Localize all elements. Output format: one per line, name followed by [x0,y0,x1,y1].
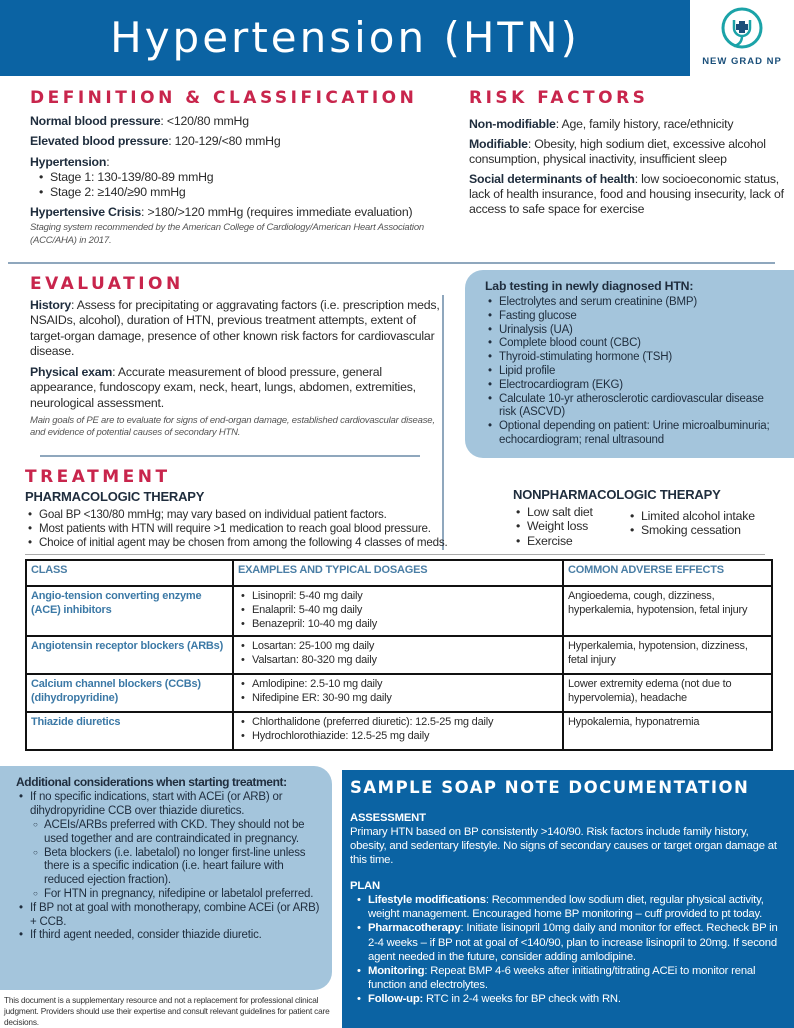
plan-item-label: Lifestyle modifications [368,894,486,907]
page-title: Hypertension (HTN) [110,13,580,62]
lab-item: • Lipid profile [485,365,794,379]
treatment-heading: TREATMENT [25,467,171,487]
additional-subitem: ○ For HTN in pregnancy, nifedipine or labetalol preferred. [30,888,326,902]
plan-item [354,921,786,963]
elevated-label: Elevated blood pressure [30,134,169,149]
lab-testing-box [465,270,794,458]
htn-label: Hypertension [30,155,107,170]
plan-item [354,893,786,921]
adverse-effects-cell: Hypokalemia, hyponatremia [563,712,772,750]
lab-item: • Urinalysis (UA) [485,324,794,338]
staging-note: Staging system recommended by the American College of Cardiology/American Heart Association (ACC/AHA) in 2017. [30,222,425,246]
column-header: COMMON ADVERSE EFFECTS [563,560,772,586]
nonpharm-heading: NONPHARMACOLOGIC THERAPY [513,487,721,502]
table-row [26,586,772,636]
stage-item: • Stage 2: ≥140/≥90 mmHg [36,185,466,200]
soap-note-box [342,770,794,1028]
additional-item [16,791,326,901]
evaluation-heading: EVALUATION [30,274,184,294]
pharm-list [25,508,505,551]
lab-item: • Optional depending on patient: Urine microalbuminuria; echocardiogram; renal ultrasound [485,420,794,448]
plan-list [354,893,786,1006]
pharm-item: • Goal BP <130/80 mmHg; may vary based on individual patient factors. [25,508,505,522]
examples-list [238,678,558,706]
disclaimer: This document is a supplementary resource and not a replacement for professional clinical judgment. Providers should use their expertise and consult relevant guidelines for patient care decisions. [4,995,330,1027]
class-cell: Angiotensin receptor blockers (ARBs) [26,636,233,674]
definition-section [30,88,466,247]
sdoh-value: : low socioeconomic status, lack of health insurance, food and housing insecurity, lack of access to safe space for exercise [469,172,784,217]
additional-heading: Additional considerations when starting treatment: [16,775,287,789]
medication-table [25,559,773,751]
evaluation-section [30,274,440,440]
examples-list [238,640,558,668]
plan-item-label: Pharmacotherapy [368,922,461,935]
lab-item: • Calculate 10-yr atherosclerotic cardiovascular disease risk (ASCVD) [485,393,794,421]
lab-item: • Fasting glucose [485,310,794,324]
stage-item: • Stage 1: 130-139/80-89 mmHg [36,170,466,185]
lab-item: • Thyroid-stimulating hormone (TSH) [485,351,794,365]
example-item: • Nifedipine ER: 30-90 mg daily [238,692,558,706]
example-item: • Amlodipine: 2.5-10 mg daily [238,678,558,692]
lab-list [485,296,794,448]
additional-sublist [30,819,326,902]
nonpharm-item: • Exercise [513,534,621,549]
header-banner [0,0,690,76]
plan-item-text: : Repeat BMP 4-6 weeks after initiating/titrating ACEi to monitor renal function and electrolytes. [368,964,756,991]
table-header-row [26,560,772,586]
risk-heading: RISK FACTORS [469,88,649,108]
class-cell: Calcium channel blockers (CCBs) (dihydropyridine) [26,674,233,712]
example-item: • Losartan: 25-100 mg daily [238,640,558,654]
column-header: EXAMPLES AND TYPICAL DOSAGES [233,560,563,586]
pharm-heading: PHARMACOLOGIC THERAPY [25,489,205,505]
example-item: • Hydrochlorothiazide: 12.5-25 mg daily [238,730,558,744]
column-header: CLASS [26,560,233,586]
nonpharm-item: • Smoking cessation [627,523,755,538]
additional-item: • If BP not at goal with monotherapy, combine ACEi (or ARB) + CCB. [16,902,326,930]
nonpharm-item: • Low salt diet [513,505,621,520]
table-row [26,712,772,750]
sdoh-label: Social determinants of health [469,172,635,187]
plan-item [354,964,786,992]
soap-heading: SAMPLE SOAP NOTE DOCUMENTATION [350,778,750,797]
example-item: • Benazepril: 10-40 mg daily [238,618,558,632]
nonmod-value: : Age, family history, race/ethnicity [555,117,734,132]
lab-item: • Electrocardiogram (EKG) [485,379,794,393]
lab-item: • Complete blood count (CBC) [485,337,794,351]
stethoscope-heart-icon [720,6,764,56]
adverse-effects-cell: Lower extremity edema (not due to hypervolemia), headache [563,674,772,712]
example-item: • Lisinopril: 5-40 mg daily [238,590,558,604]
plan-item-text: RTC in 2-4 weeks for BP check with RN. [423,992,621,1005]
plan-heading: PLAN [350,880,380,893]
table-row [26,636,772,674]
pharm-item: • Most patients with HTN will require >1 medication to reach goal blood pressure. [25,522,505,536]
adverse-effects-cell: Angioedema, cough, dizziness, hyperkalemia, hypotension, fetal injury [563,586,772,636]
pharm-item: • Choice of initial agent may be chosen from among the following 4 classes of meds. [25,536,505,550]
treatment-section [25,467,505,551]
history-label: History [30,298,71,313]
plan-item-text: : Initiate lisinopril 10mg daily and monitor for effect. Recheck BP in 2-4 weeks – if BP not at goal of <140/90, plan to increase lisinopril to 20mg. If second agent needed in the future, consider adding amlodipine. [368,922,778,963]
example-item: • Enalapril: 5-40 mg daily [238,604,558,618]
crisis-label: Hypertensive Crisis [30,205,142,220]
logo-text: NEW GRAD NP [702,56,782,67]
definition-heading: DEFINITION & CLASSIFICATION [30,88,418,108]
divider [8,262,775,264]
additional-item-text: If no specific indications, start with ACEi (or ARB) or dihydropyridine CCB over thiazide diuretics. [30,791,283,818]
logo [690,0,794,76]
history-value: : Assess for precipitating or aggravating factors (i.e. prescription meds, NSAIDs, alcohol), duration of HTN, previous treatment attempts, extent of target-organ damage, presence of other known risk factors for cardiovascular disease. [30,298,440,358]
additional-list [16,791,326,943]
nonpharm-section [513,487,788,549]
examples-list [238,590,558,631]
mod-label: Modifiable [469,137,528,152]
example-item: • Chlorthalidone (preferred diuretic): 12.5-25 mg daily [238,716,558,730]
adverse-effects-cell: Hyperkalemia, hypotension, dizziness, fetal injury [563,636,772,674]
normal-label: Normal blood pressure [30,114,161,129]
nonpharm-list [627,509,755,549]
nonpharm-item: • Limited alcohol intake [627,509,755,524]
divider [25,554,765,555]
plan-item-label: Monitoring [368,964,425,977]
examples-list [238,716,558,744]
nonpharm-list [513,505,621,549]
lab-item: • Electrolytes and serum creatinine (BMP) [485,296,794,310]
risk-section [469,88,787,217]
additional-item: • If third agent needed, consider thiazide diuretic. [16,929,326,943]
nonmod-label: Non-modifiable [469,117,556,132]
htn-colon: : [106,155,110,170]
additional-subitem: ○ ACEIs/ARBs preferred with CKD. They should not be used together and are contraindicated in pregnancy. [30,819,326,847]
class-cell: Angio-tension converting enzyme (ACE) inhibitors [26,586,233,636]
stage-list [36,170,466,200]
pe-label: Physical exam [30,365,113,380]
plan-item [354,992,786,1006]
normal-value: : <120/80 mmHg [160,114,249,129]
class-cell: Thiazide diuretics [26,712,233,750]
assessment-text: Primary HTN based on BP consistently >140/90. Risk factors include family history, obesity, and sedentary lifestyle. No signs of secondary causes or target organ damage at this time. [350,825,777,866]
additional-subitem: ○ Beta blockers (i.e. labetalol) no longer first-line unless there is a specific indication (i.e. heart failure with reduced ejection fraction). [30,847,326,888]
plan-item-label: Follow-up: [368,992,424,1005]
assessment-heading: ASSESSMENT [350,811,426,824]
mod-value: : Obesity, high sodium diet, excessive alcohol consumption, physical inactivity, insufficient sleep [469,137,766,167]
elevated-value: : 120-129/<80 mmHg [168,134,281,149]
additional-considerations-box [0,766,332,990]
pe-value: : Accurate measurement of blood pressure, general appearance, fundoscopy exam, neck, heart, lungs, abdomen, extremities, neurological assessment. [30,365,416,410]
nonpharm-item: • Weight loss [513,519,621,534]
pe-note: Main goals of PE are to evaluate for signs of end-organ damage, established cardiovascular disease, and evidence of potential causes of secondary HTN. [30,414,435,439]
divider [40,455,420,457]
example-item: • Valsartan: 80-320 mg daily [238,654,558,668]
crisis-value: : >180/>120 mmHg (requires immediate evaluation) [141,205,413,220]
table-row [26,674,772,712]
lab-heading: Lab testing in newly diagnosed HTN: [485,279,694,293]
plan-item-text: : Recommended low sodium diet, regular physical activity, weight management. Encouraged home BP monitoring – cuff provided to pt today. [368,894,764,921]
